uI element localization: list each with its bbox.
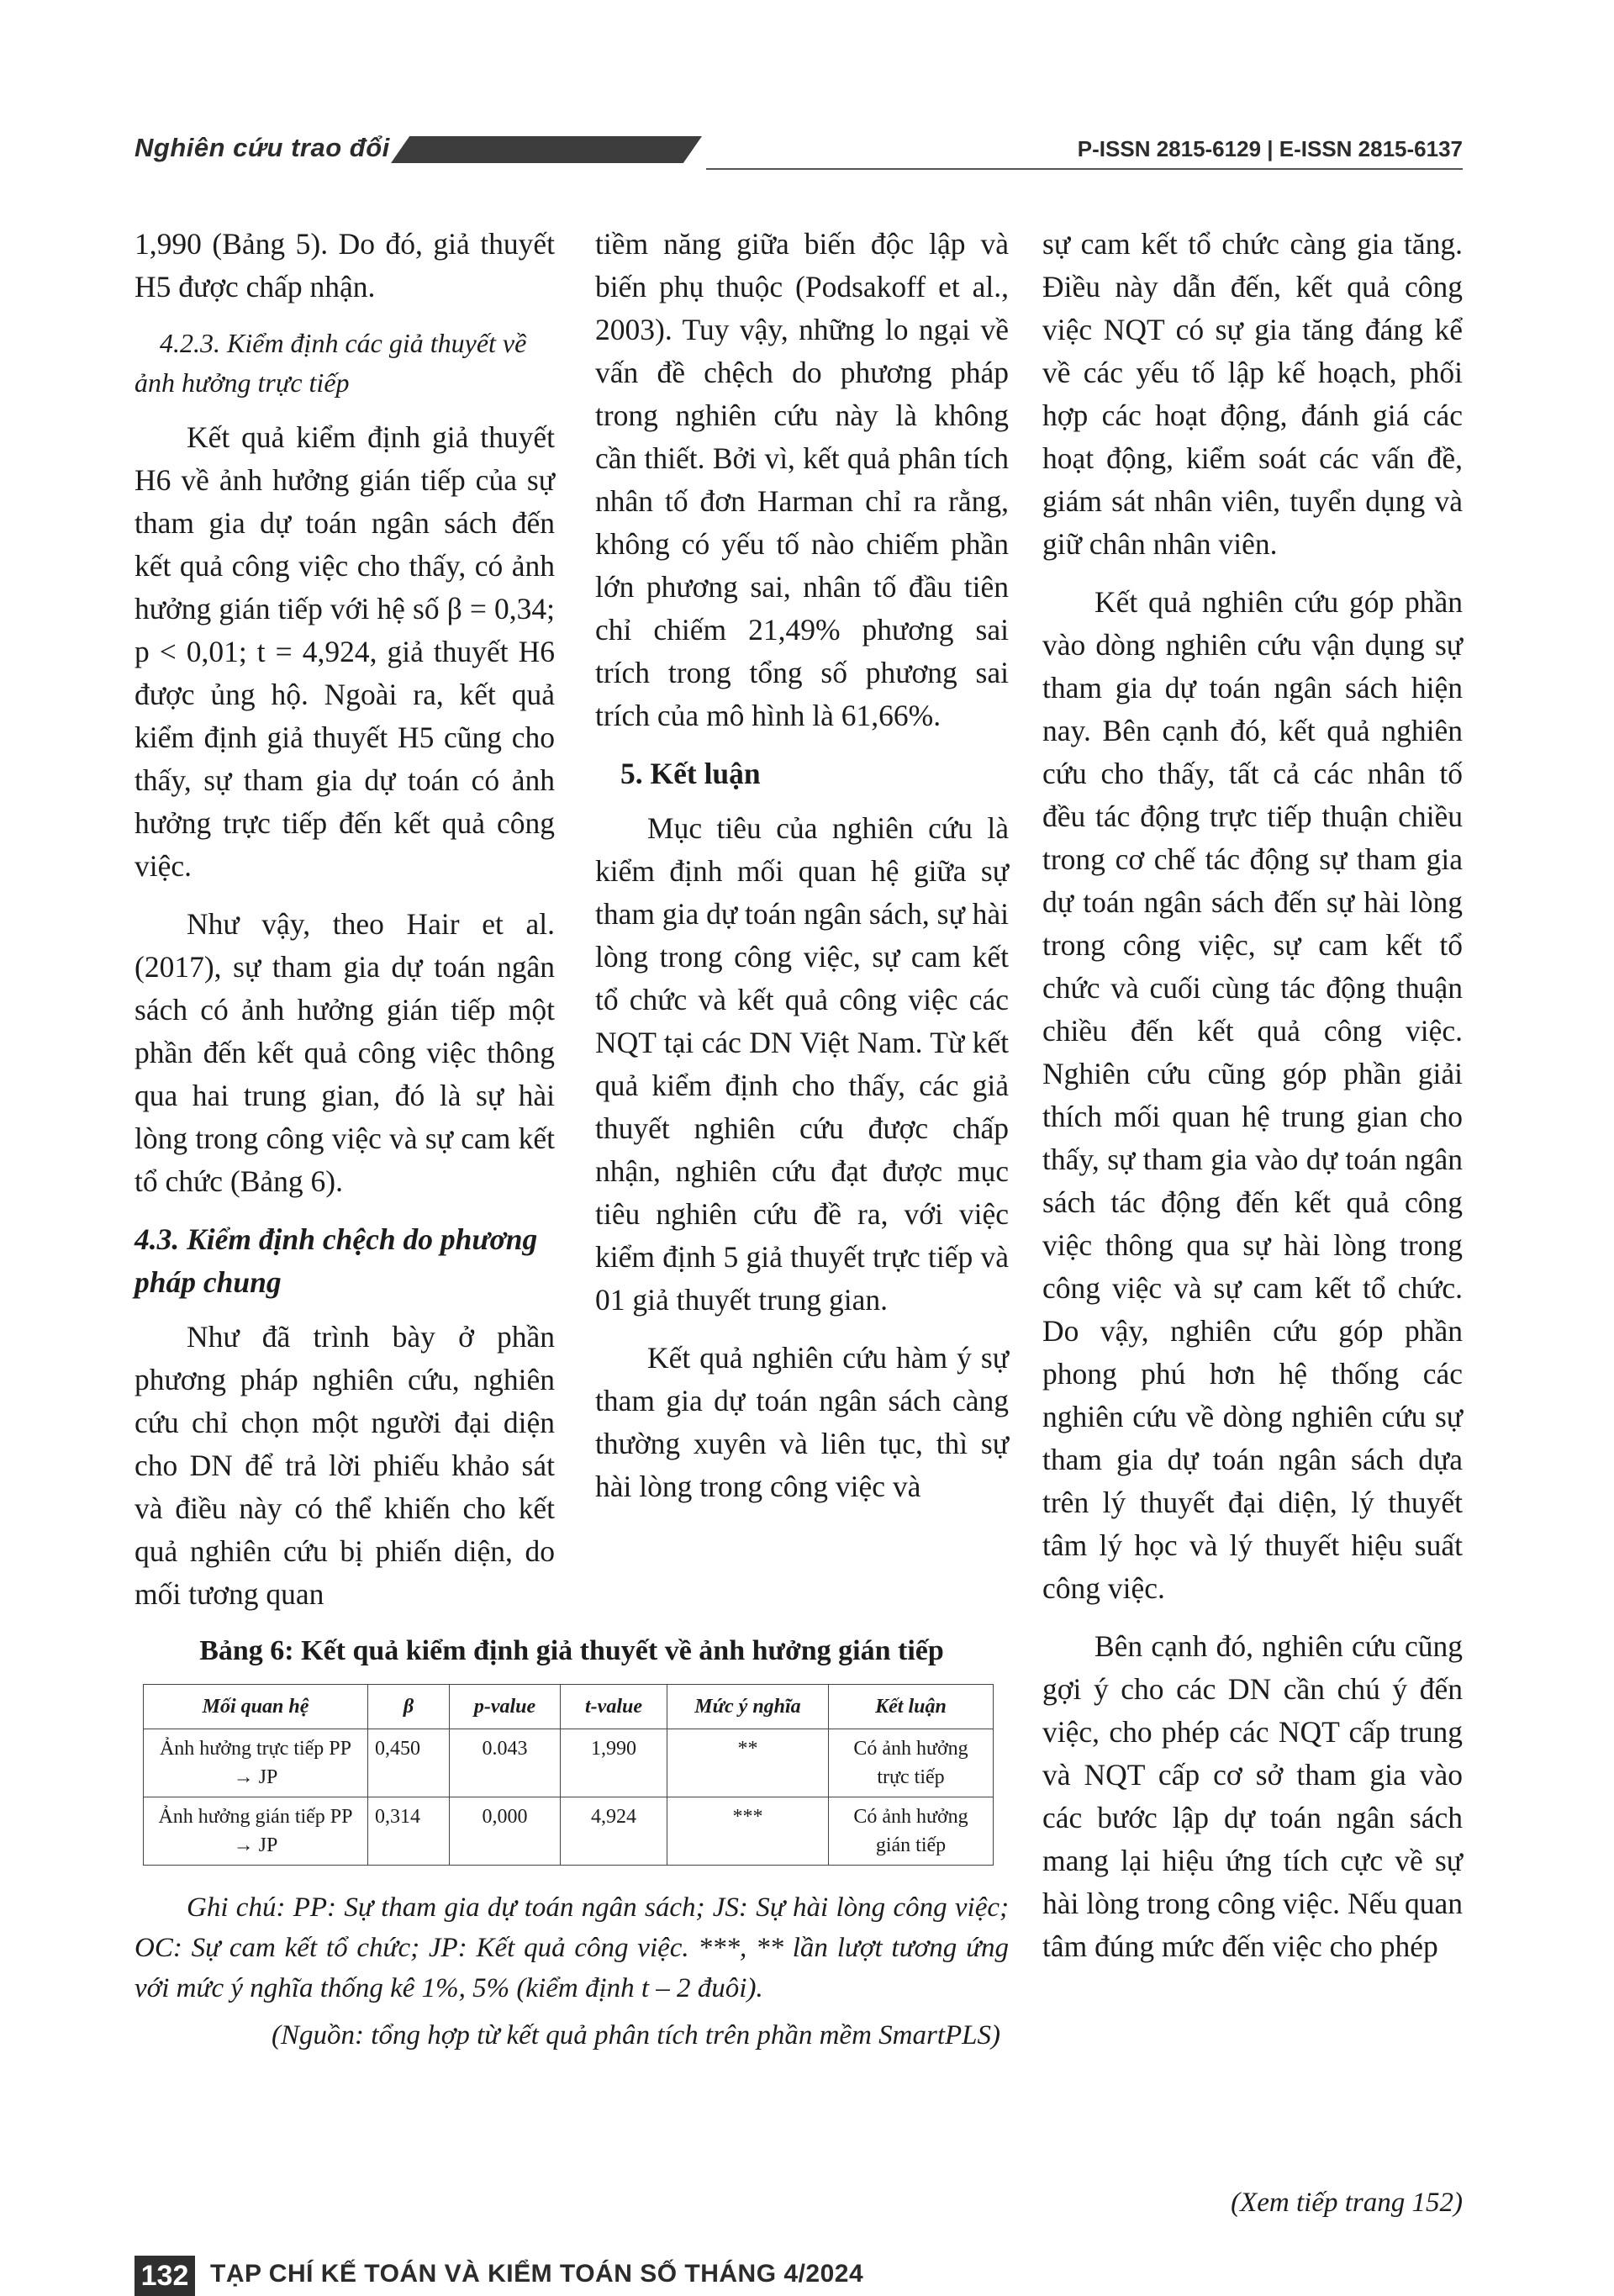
table-cell: 0,000: [450, 1797, 561, 1866]
table-cell: ***: [667, 1797, 829, 1866]
table-source: (Nguồn: tổng hợp từ kết quả phân tích trên phần mềm SmartPLS): [272, 2020, 1000, 2051]
column-3: [1042, 223, 1463, 1983]
table-cell: 0,314: [368, 1797, 450, 1866]
header-rule: [706, 168, 1463, 170]
table-cell: 0.043: [450, 1729, 561, 1797]
table-row: [144, 1729, 994, 1797]
column-1: [134, 223, 555, 1631]
header-decor-bar: [391, 136, 702, 163]
table-header-cell: t-value: [561, 1685, 667, 1729]
table-cell: Có ảnh hưởng trực tiếp: [829, 1729, 994, 1797]
section-title: Nghiên cứu trao đổi: [134, 133, 390, 162]
table-header-cell: p-value: [450, 1685, 561, 1729]
table-header-cell: Mối quan hệ: [144, 1685, 368, 1729]
table-header-cell: Kết luận: [829, 1685, 994, 1729]
continued-note: (Xem tiếp trang 152): [1231, 2188, 1463, 2218]
table-header-cell: Mức ý nghĩa: [667, 1685, 829, 1729]
page-number: 132: [134, 2256, 195, 2296]
paragraph: Bên cạnh đó, nghiên cứu cũng gợi ý cho các DN cần chú ý đến việc, cho phép các NQT cấp trung và NQT cấp cơ sở tham gia vào các bước lập dự toán ngân sách mang lại hiệu ứng tích cực về sự hài lòng trong công việc. Nếu quan tâm đúng mức đến việc cho phép: [1042, 1629, 1463, 1963]
column-2: [595, 223, 1009, 1523]
paragraph: Mục tiêu của nghiên cứu là kiểm định mối quan hệ giữa sự tham gia dự toán ngân sách, sự hài lòng trong công việc, sự cam kết tổ chức và kết quả công việc các NQT tại các DN Việt Nam. Từ kết quả kiểm định cho thấy, các giả thuyết nghiên cứu được chấp nhận, nghiên cứu đạt được mục tiêu nghiên cứu đề ra, với việc kiểm định 5 giả thuyết trực tiếp và 01 giả thuyết trung gian.: [595, 811, 1009, 1317]
paragraph: Kết quả nghiên cứu góp phần vào dòng nghiên cứu vận dụng sự tham gia dự toán ngân sách hiện nay. Bên cạnh đó, kết quả nghiên cứu cho thấy, tất cả các nhân tố đều tác động trực tiếp thuận chiều trong cơ chế tác động sự tham gia dự toán ngân sách đến sự hài lòng trong công việc, sự cam kết tổ chức và cuối cùng tác động thuận chiều đến kết quả công việc. Nghiên cứu cũng góp phần giải thích mối quan hệ trung gian cho thấy, sự tham gia vào dự toán ngân sách tác động đến kết quả công việc thông qua sự hài lòng trong công việc và sự cam kết tổ chức. Do vậy, nghiên cứu góp phần phong phú hơn hệ thống các nghiên cứu về dòng nghiên cứu sự tham gia dự toán ngân sách dựa trên lý thuyết đại diện, lý thuyết tâm lý học và lý thuyết hiệu suất công việc.: [1042, 585, 1463, 1605]
table-cell: Có ảnh hưởng gián tiếp: [829, 1797, 994, 1866]
table-header-cell: β: [368, 1685, 450, 1729]
journal-name: TẠP CHÍ KẾ TOÁN VÀ KIỂM TOÁN SỐ THÁNG 4/2024: [210, 2260, 864, 2288]
table-cell: 4,924: [561, 1797, 667, 1866]
paragraph: Kết quả kiểm định giả thuyết H6 về ảnh hưởng gián tiếp của sự tham gia dự toán ngân sách đến kết quả công việc cho thấy, có ảnh hưởng gián tiếp với hệ số β = 0,34; p < 0,01; t = 4,924, giả thuyết H6 được ủng hộ. Ngoài ra, kết quả kiểm định giả thuyết H5 cũng cho thấy, sự tham gia dự toán có ảnh hưởng trực tiếp đến kết quả công việc.: [134, 420, 555, 883]
results-table: [143, 1684, 994, 1866]
table-title: Bảng 6: Kết quả kiểm định giả thuyết về ảnh hưởng gián tiếp: [199, 1635, 944, 1666]
issn: P-ISSN 2815-6129 | E-ISSN 2815-6137: [1077, 136, 1463, 161]
paragraph: 1,990 (Bảng 5). Do đó, giả thuyết H5 được chấp nhận.: [134, 227, 555, 303]
section-heading: 5. Kết luận: [620, 757, 761, 790]
table-header-row: [144, 1685, 994, 1729]
table-cell: **: [667, 1729, 829, 1797]
paragraph: Kết quả nghiên cứu hàm ý sự tham gia dự toán ngân sách càng thường xuyên và liên tục, thì sự hài lòng trong công việc và: [595, 1341, 1009, 1503]
section-heading: 4.3. Kiểm định chệch do phương pháp chung: [134, 1222, 538, 1299]
table-note: Ghi chú: PP: Sự tham gia dự toán ngân sách; JS: Sự hài lòng công việc; OC: Sự cam kết tổ chức; JP: Kết quả công việc. ***, ** lần lượt tương ứng với mức ý nghĩa thống kê 1%, 5% (kiểm định t – 2 đuôi).: [134, 1892, 1009, 2003]
table-cell: Ảnh hưởng gián tiếp PP → JP: [144, 1797, 368, 1866]
table-cell: 1,990: [561, 1729, 667, 1797]
page-header: [134, 128, 1463, 170]
table-cell: 0,450: [368, 1729, 450, 1797]
table-row: [144, 1797, 994, 1866]
paragraph: tiềm năng giữa biến độc lập và biến phụ thuộc (Podsakoff et al., 2003). Tuy vậy, những lo ngại về vấn đề chệch do phương pháp trong nghiên cứu này là không cần thiết. Bởi vì, kết quả phân tích nhân tố đơn Harman chỉ ra rằng, không có yếu tố nào chiếm phần lớn phương sai, nhân tố đầu tiên chỉ chiếm 21,49% phương sai trích trong tổng số phương sai trích của mô hình là 61,66%.: [595, 227, 1009, 732]
paragraph: Như đã trình bày ở phần phương pháp nghiên cứu, nghiên cứu chỉ chọn một người đại diện cho DN để trả lời phiếu khảo sát và điều này có thể khiến cho kết quả nghiên cứu bị phiến diện, do mối tương quan: [134, 1320, 555, 1611]
paragraph: sự cam kết tổ chức càng gia tăng. Điều này dẫn đến, kết quả công việc NQT có sự gia tăng đáng kể về các yếu tố lập kế hoạch, phối hợp các hoạt động, đánh giá các hoạt động, kiểm soát các vấn đề, giám sát nhân viên, tuyển dụng và giữ chân nhân viên.: [1042, 227, 1463, 561]
table-block: [134, 1635, 1009, 2051]
subsection-heading: 4.2.3. Kiểm định các giả thuyết về ảnh hưởng trực tiếp: [134, 328, 527, 398]
table-cell: Ảnh hưởng trực tiếp PP → JP: [144, 1729, 368, 1797]
paragraph: Như vậy, theo Hair et al. (2017), sự tham gia dự toán ngân sách có ảnh hưởng gián tiếp một phần đến kết quả công việc thông qua hai trung gian, đó là sự hài lòng trong công việc và sự cam kết tổ chức (Bảng 6).: [134, 907, 555, 1198]
